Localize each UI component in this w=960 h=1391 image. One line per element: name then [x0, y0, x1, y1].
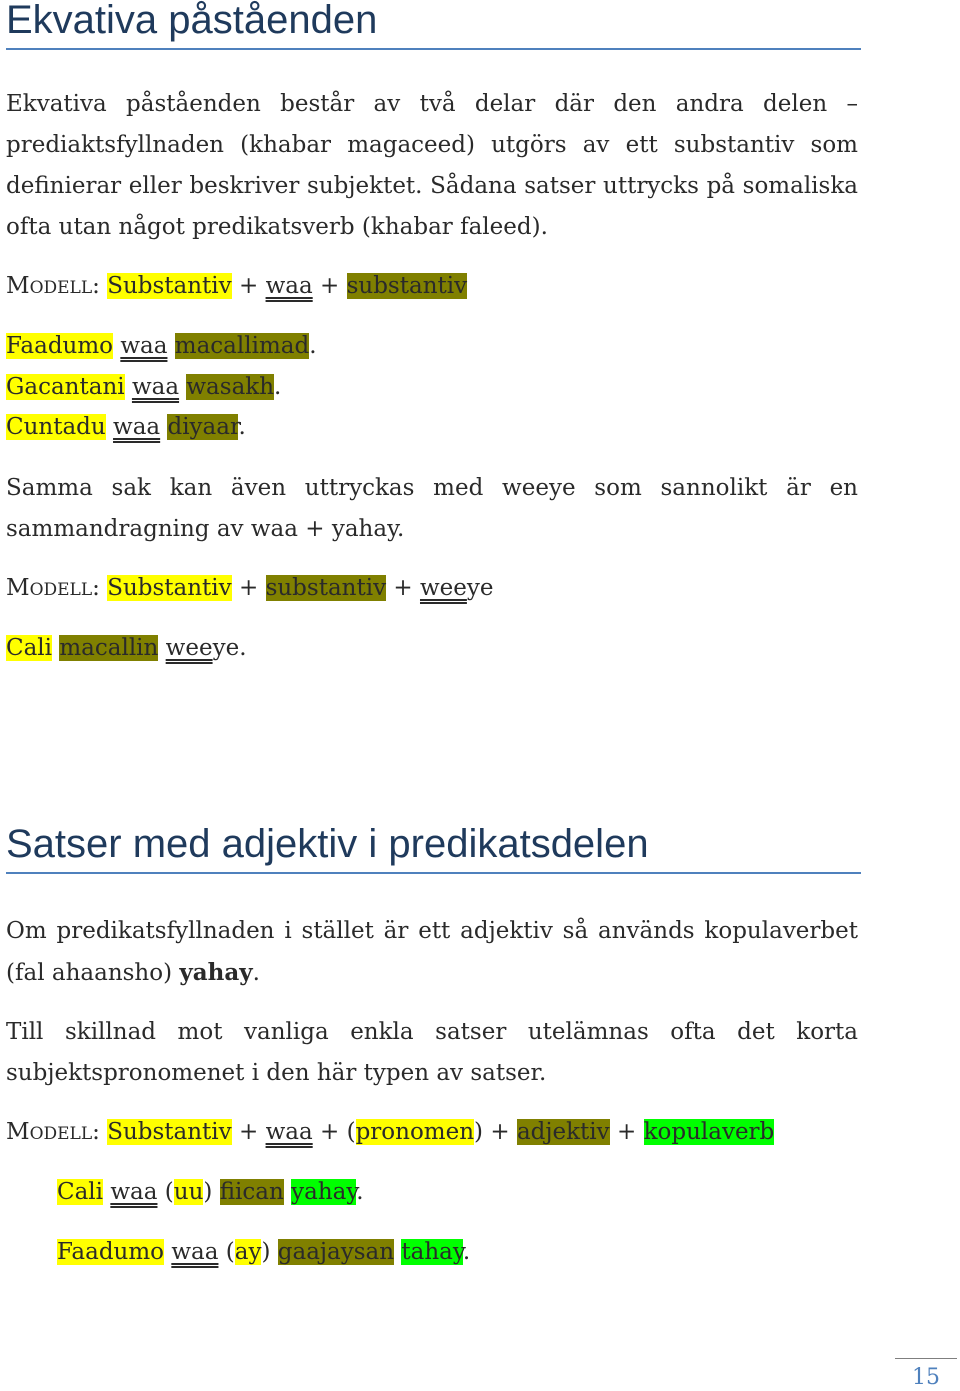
intro-paragraph: Ekvativa påståenden består av två delar där den andra delen – prediaktsfyllnaden (khabar magaceed) utgörs av ett substantiv som definierar eller beskriver subjektet. Sådana satser uttrycks på somaliska ofta utan något predikatsverb (khabar faleed). — [6, 91, 858, 240]
example-3a: Cali waa (uu) fiican yahay. — [57, 1179, 364, 1205]
example-1a: Faadumo waa macallimad. — [6, 333, 317, 359]
example-1b: Gacantani waa wasakh. — [6, 374, 282, 400]
model-1-substantiv2: substantiv — [346, 273, 468, 299]
example-3b: Faadumo waa (ay) gaajaysan tahay. — [57, 1239, 471, 1265]
example-1c: Cuntadu waa diyaar. — [6, 414, 246, 440]
model-2: MODELL: Substantiv + substantiv + weeye — [6, 575, 494, 601]
section-title-ekvativa: Ekvativa påståenden — [6, 0, 861, 50]
example-2: Cali macallin weeye. — [6, 635, 247, 661]
page-number: 15 — [895, 1358, 957, 1390]
model-1-waa: waa — [265, 273, 313, 299]
section-title-adjektiv: Satser med adjektiv i predikatsdelen — [6, 820, 861, 874]
model-1: MODELL: Substantiv + waa + substantiv — [6, 273, 468, 299]
weeye-paragraph: Samma sak kan även uttryckas med weeye som sannolikt är en sammandragning av waa + yahay. — [6, 475, 858, 542]
model-3: MODELL: Substantiv + waa + (pronomen) + adjektiv + kopulaverb — [6, 1119, 775, 1145]
adjektiv-paragraph: Om predikatsfyllnaden i stället är ett adjektiv så används kopulaverbet (fal ahaansho) yahay. — [6, 918, 858, 986]
pronoun-paragraph: Till skillnad mot vanliga enkla satser utelämnas ofta det korta subjektspronomenet i den här typen av satser. — [6, 1019, 858, 1086]
model-1-substantiv: Substantiv — [107, 273, 232, 299]
model-2-weeye: weeye — [419, 575, 494, 601]
